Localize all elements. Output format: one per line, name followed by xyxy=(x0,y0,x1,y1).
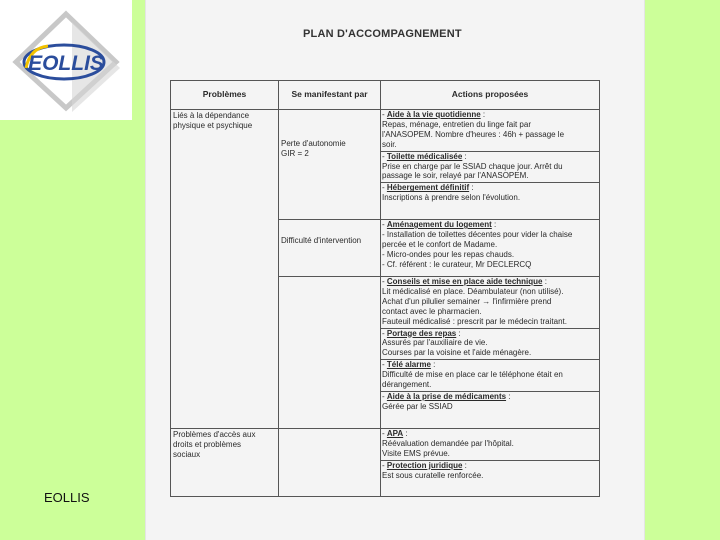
eollis-logo xyxy=(8,8,124,112)
svg-text:EOLLIS: EOLLIS xyxy=(28,52,104,75)
manifestation-cell: Perte d'autonomie GIR = 2 xyxy=(279,110,381,220)
manifestation-cell xyxy=(279,429,381,497)
action-block: - Télé alarme : Difficulté de mise en place car le téléphone était en dérangement. xyxy=(381,360,599,392)
logo-panel xyxy=(0,0,132,120)
header-manifestation: Se manifestant par xyxy=(279,81,381,110)
actions-cell xyxy=(381,220,600,277)
action-block: - Conseils et mise en place aide technique : Lit médicalisé en place. Déambulateur (non utilisé). Achat d'un pilulier semainer → l'infirmière prend contact avec le pharmacien. Fauteuil médicalisé : prescrit par le médecin traitant. xyxy=(381,277,599,329)
action-block: - Protection juridique : Est sous curatelle renforcée. xyxy=(382,460,484,480)
probleme-cell: Problèmes d'accès aux droits et problèmes sociaux xyxy=(171,429,279,497)
action-block: - Aide à la vie quotidienne : Repas, ménage, entretien du linge fait par l'ANASOPEM. Nombre d'heures : 46h + passage le soir. xyxy=(381,110,599,152)
action-block: - APA : Réévaluation demandée par l'hôpital. Visite EMS prévue. xyxy=(381,429,599,461)
action-block: - Portage des repas : Assurés par l'auxiliaire de vie. Courses par la voisine et l'aide ménagère. xyxy=(381,329,599,361)
footer-label: EOLLIS xyxy=(44,490,90,505)
probleme-cell: Liés à la dépendance physique et psychique xyxy=(171,110,279,429)
plan-table xyxy=(170,80,600,497)
action-block: - Aménagement du logement : - Installation de toilettes décentes pour vider la chaise percée et le confort de Madame. - Micro-ondes pour les repas chauds. - Cf. référent : le curateur, Mr DECLERCQ xyxy=(382,220,573,269)
action-block: - Hébergement définitif : Inscriptions à prendre selon l'évolution. xyxy=(382,183,521,203)
actions-cell xyxy=(381,429,600,497)
manifestation-cell xyxy=(279,277,381,429)
actions-cell xyxy=(381,110,600,220)
document-title: PLAN D'ACCOMPAGNEMENT xyxy=(303,28,462,40)
manifestation-cell: Difficulté d'intervention xyxy=(279,220,381,277)
table-row xyxy=(171,429,600,497)
table-header-row xyxy=(171,81,600,110)
table-row xyxy=(171,110,600,220)
action-block: - Toilette médicalisée : Prise en charge par le SSIAD chaque jour. Arrêt du passage le soir, relayé par l'ANASOPEM. xyxy=(381,152,599,184)
document-page xyxy=(145,0,645,540)
header-actions: Actions proposées xyxy=(381,81,600,110)
actions-cell xyxy=(381,277,600,429)
header-problemes: Problèmes xyxy=(171,81,279,110)
action-block: - Aide à la prise de médicaments : Gérée par le SSIAD xyxy=(382,391,511,411)
